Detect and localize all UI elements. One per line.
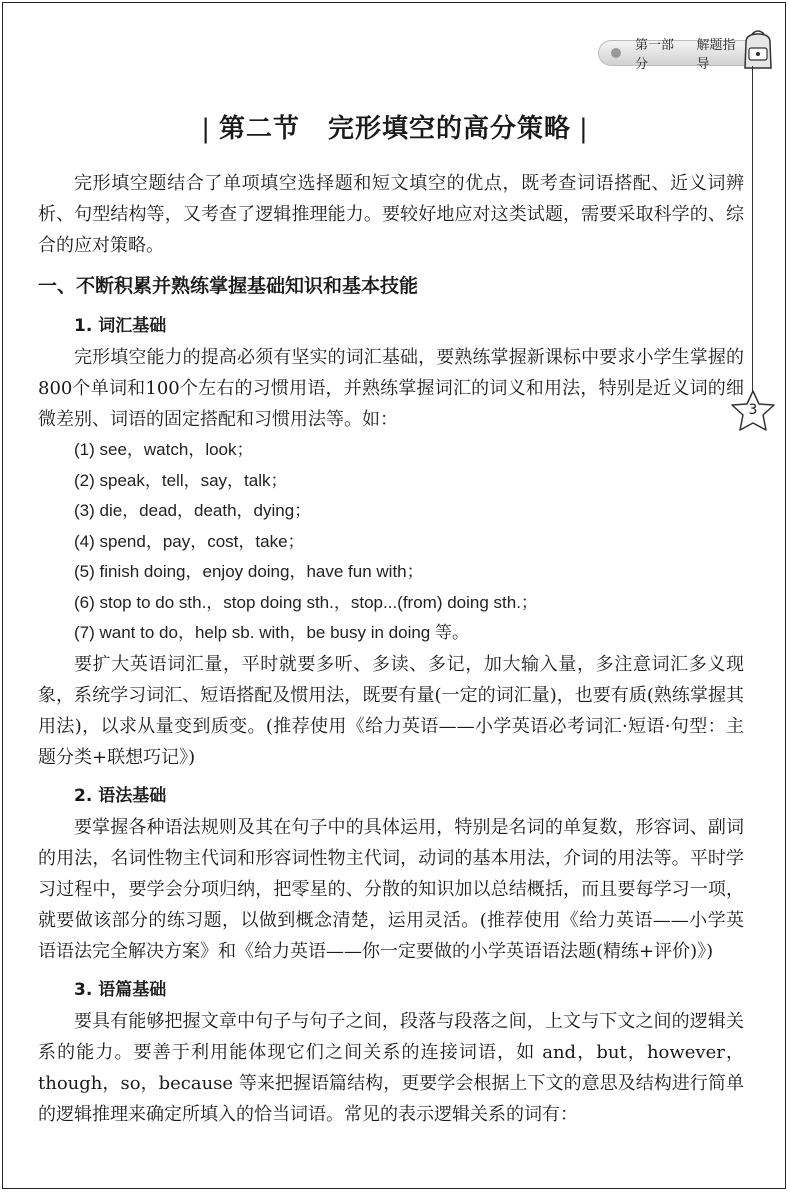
bullet-icon [611, 48, 621, 58]
schoolbag-icon [738, 28, 778, 72]
heading-discourse: 3. 语篇基础 [74, 979, 167, 1000]
page-number: 3 [748, 402, 758, 418]
heading-grammar: 2. 语法基础 [74, 785, 167, 806]
list-item: (2) speak，tell，say，talk； [74, 470, 288, 490]
section-title: | 第二节 完形填空的高分策略 | [201, 114, 589, 144]
grammar-paragraph: 要掌握各种语法规则及其在句子中的具体运用，特别是名词的单复数，形容词、副词的用法，名词性物主代词和形容词性物主代词，动词的基本用法，介词的用法等。平时学习过程中，要学会分项归纳，把零星的、分散的知识加以总结概括，而且要每学习一项，就要做该部分的练习题，以做到概念清楚，运用灵活。(推荐使用《给力英语——小学英语语法完全解决方案》和《给力英语——你一定要做的小学英语语法题(精练+评价)》) [38, 816, 744, 962]
list-item: (4) spend，pay，cost，take； [74, 531, 305, 551]
header-section: 解题指导 [696, 38, 736, 72]
list-item: (5) finish doing，enjoy doing，have fun with； [74, 562, 424, 581]
body-content [38, 168, 744, 1130]
header-part: 第一部分 [635, 38, 675, 72]
heading-vocab: 1. 词汇基础 [74, 316, 167, 336]
intro-paragraph: 完形填空题结合了单项填空选择题和短文填空的优点，既考查词语搭配、近义词辨析、句型结构等，又考查了逻辑推理能力。要较好地应对这类试题，需要采取科学的、综合的应对策略。 [38, 173, 744, 256]
title-text: 完形填空的高分策略 [328, 114, 572, 144]
discourse-paragraph: 要具有能够把握文章中句子与句子之间，段落与段落之间，上文与下文之间的逻辑关系的能力。要善于利用能体现它们之间关系的连接词语，如 and，but，however，though，so，because 等来把握语篇结构，更要学会根据上下文的意思及结构进行简单的逻辑推理来确定所填入的恰当词语。常见的表示逻辑关系的词有： [38, 1010, 744, 1125]
vocab-expand-paragraph: 要扩大英语词汇量，平时就要多听、多读、多记，加大输入量，多注意词汇多义现象，系统学习词汇、短语搭配及惯用法，既要有量(一定的词汇量)，也要有质(熟练掌握其用法)，以求从量变到质变。(推荐使用《给力英语——小学英语必考词汇·短语·句型：主题分类+联想巧记》) [38, 653, 744, 768]
vocab-paragraph: 完形填空能力的提高必须有坚实的词汇基础，要熟练掌握新课标中要求小学生掌握的800个单词和100个左右的习惯用语，并熟练掌握词汇的词义和用法，特别是近义词的细微差别、词语的固定搭配和习惯用法等。如： [38, 347, 744, 430]
list-item: (6) stop to do sth.，stop doing sth.，stop...(from) doing sth.； [74, 592, 538, 612]
heading-level1: 一、不断积累并熟练掌握基础知识和基本技能 [38, 275, 419, 297]
list-item: (3) die，dead，death，dying； [74, 501, 312, 520]
list-item: (1) see，watch，look； [74, 440, 254, 459]
title-prefix: 第二节 [218, 114, 300, 144]
running-header [598, 38, 748, 72]
list-item: (7) want to do，help sb. with，be busy in doing 等。 [74, 623, 469, 642]
